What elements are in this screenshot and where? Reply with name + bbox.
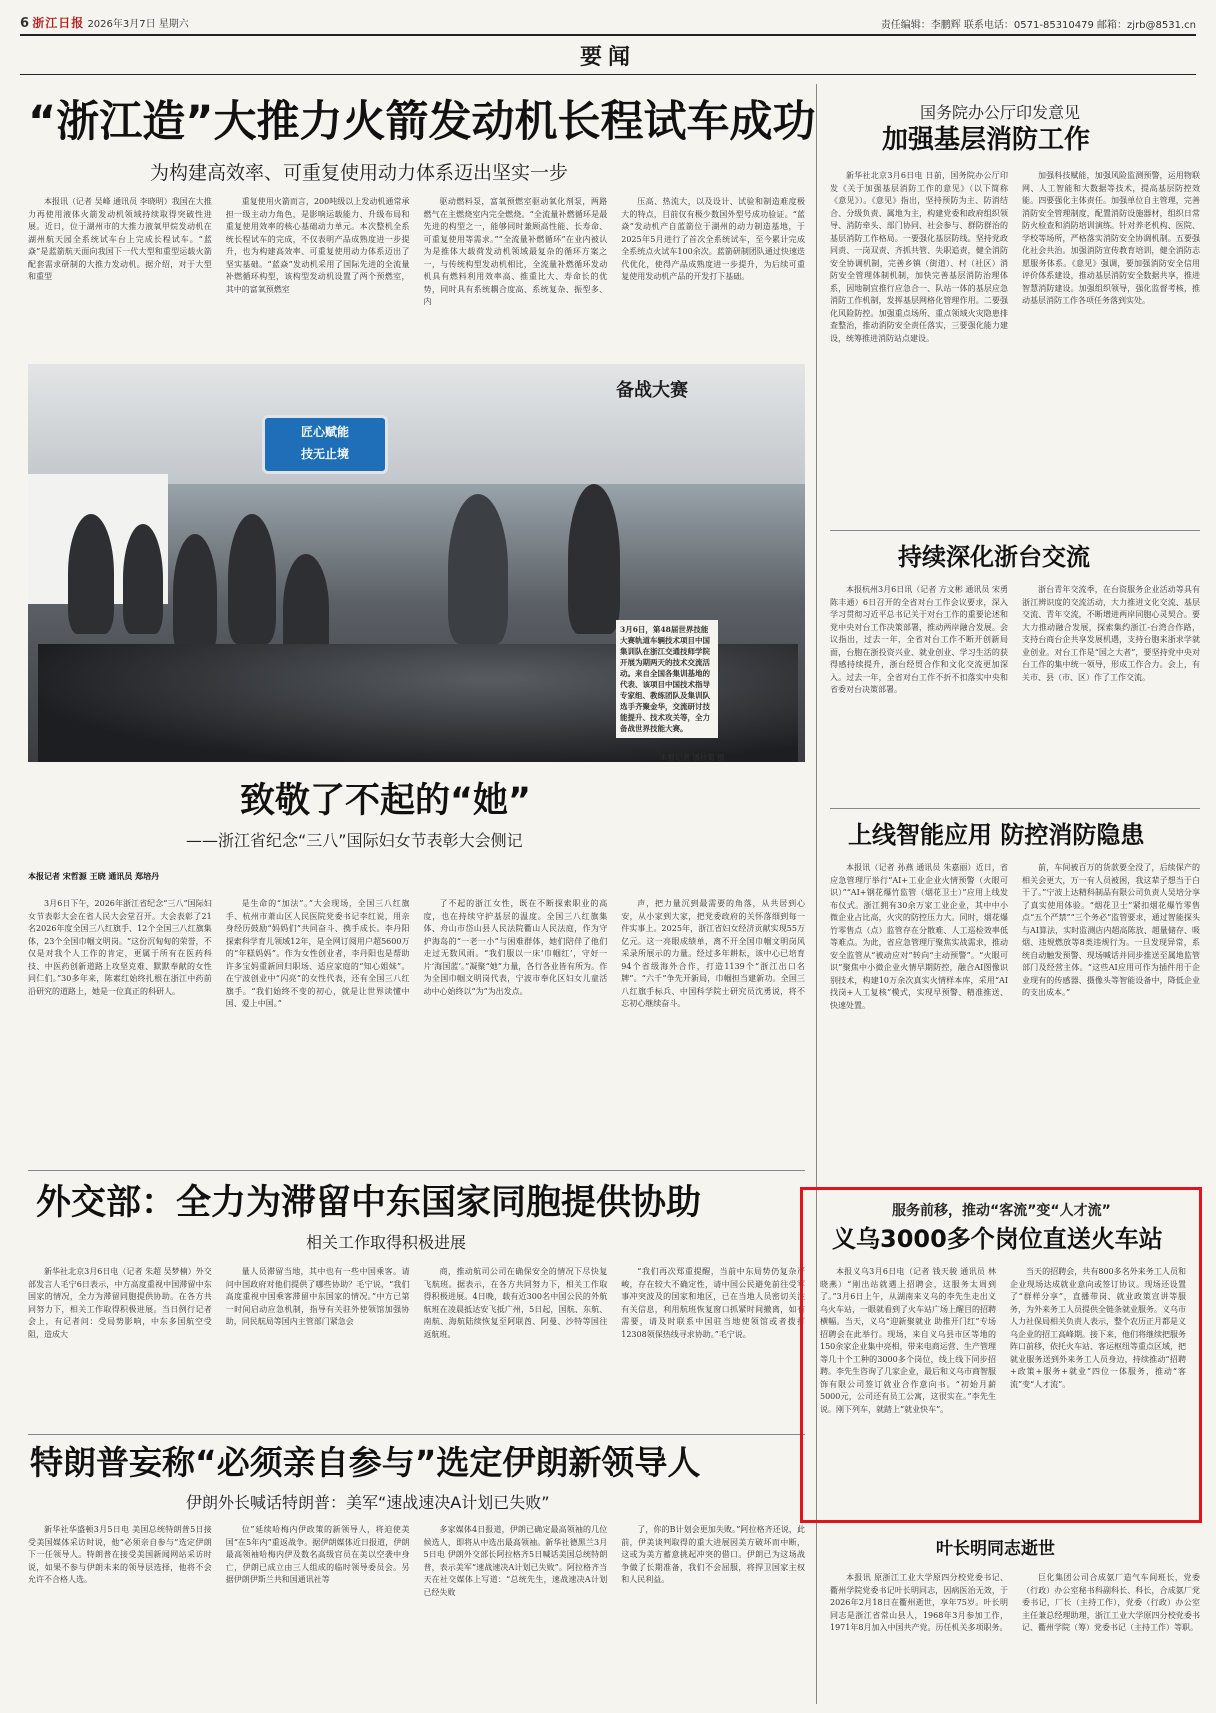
obit-col-1: 本报讯 原浙江工业大学原四分校党委书记、衢州学院党委书记叶长明同志，因病医治无效，于2026年2月18日在衢州逝世，享年75岁。叶长明同志是浙江省常山县人，1968年3月参加工作，1971年8月加入中国共产党。历任机关多项职务。	[830, 1573, 1008, 1632]
divider	[28, 1434, 805, 1435]
page-number: 6	[20, 16, 30, 31]
person-figure	[123, 524, 163, 634]
newspaper-logo: 浙江日报	[32, 16, 85, 30]
mfa-subheadline: 相关工作取得积极进展	[306, 1233, 467, 1252]
yiwu-headline: 义乌3000多个岗位直送火车站	[832, 1225, 1163, 1253]
person-figure	[568, 484, 620, 634]
banner-line-2: 技无止境	[300, 447, 349, 461]
lead-col-4: 压高、热流大，以及设计、试验和制造难度极大的特点，目前仅有极少数国外型号成功验证。“蓝焱”发动机产自蓝箭位于湖州的动力制造基地，于2025年5月进行了首次全系统试车，至今累计完成全系统点火试车100余次。蓝箭研制团队通过快速迭代优化，使得产品成熟度进一步提升，为后续可重复使用发动机产品的开发打下基础。	[621, 197, 805, 281]
photo-credit: 本报记者 潘秋菊 摄	[660, 753, 725, 762]
lead-col-3: 驱动燃料泵，富氧预燃室驱动氧化剂泵，两路燃气在主燃烧室内完全燃烧。“全流量补燃循环是最先进的构型之一，能够同时兼顾高性能、长寿命、可重复使用等需求。”“全流量补燃循环”在业内被认为是推体大载荷发动机领域最复杂的循环方案之一，与传统构型发动机相比，全流量补燃循环发动机具有燃料利用效率高、推重比大、寿命长的优势，同时具有系统耦合度高、系统复杂、振型多、内	[423, 197, 608, 306]
page-header	[20, 14, 1196, 34]
person-figure	[228, 514, 276, 644]
mfa-col-3: 商，推动航司公司在确保安全的情况下尽快复飞航班。据表示，在各方共同努力下，相关工作取得积极进展。4日晚，载有近300名中国公民的外航航班在凌晨抵达安飞抵广州，5日起，国航、东航、南航、海航陆续恢复至阿联酋、阿曼、沙特等国往返航班。	[423, 1267, 608, 1339]
banner-sign	[265, 418, 385, 471]
women-subheadline: ——浙江省纪念“三八”国际妇女节表彰大会侧记	[186, 831, 523, 850]
trump-body	[28, 1524, 805, 1706]
lead-col-1: 本报讯（记者 吴峰 通讯员 李晓明）我国在大推力再使用液体火箭发动机领域持续取得突破性进展。近日，位于湖州市的大推力液氧甲烷发动机在湖州航天园全系统试车台上完成长程试车。“蓝焱”是蓝箭航天面向我国下一代大型和重型运载火箭配套需求研制的大推力发动机。据介绍，对于大型和重型	[28, 197, 212, 281]
zhetai-col-2: 浙台青年交流季，在台资服务企业活动等具有浙江辨识度的交流活动，大力推进文化交流、基层交流、青年交流，不断增进两岸同胞心灵契合。要大力推动融合发展，探索集约浙江-台湾合作路，支持台商台企共享发展机遇，支持台胞来浙求学就业创业。对台工作是“国之大者”，要坚持党中央对台工作的集中统一领导，形成工作合力。会上，有关市、县（市、区）作了工作交流。	[1022, 585, 1200, 682]
trump-headline: 特朗普妄称“必须亲自参与”选定伊朗新领导人	[30, 1443, 701, 1482]
person-figure	[448, 494, 508, 644]
yiwu-col-1: 本报义乌3月6日电（记者 钱天骏 通讯员 林晓燕）“刚出站就遇上招聘会，这服务太周到了。”3月6日上午，从湖南来义乌的李先生走出义乌火车站，一眼就看到了火车站广场上醒目的招聘横幅。当天，义乌“迎新聚就业 助推开门红”专场招聘会在此举行。现场，来自义乌县市区等地的150余家企业集中亮相，带来电商运营、生产管理等几十个工种的3000多个岗位，线上线下同步招聘。李先生咨询了几家企业，最后和义乌市商智服饰有限公司签订就业合作意向书。“初始月薪5000元，公司还有员工公寓，这很实在。”李先生说。刚下列车，就踏上“就业快车”。	[820, 1267, 996, 1414]
mfa-col-1: 新华社北京3月6日电（记者 朱超 吴梦楠）外交部发言人毛宁6日表示，中方高度重视中国滞留中东国家的情况，全力为滞留同胞提供协助。在各方共同努力下，相关工作取得积极进展。当日例行记者会上，有记者问：受局势影响，中东多国航空受阻，造成大	[28, 1267, 212, 1339]
fire-kicker: 国务院办公厅印发意见	[920, 103, 1081, 122]
women-body	[28, 898, 805, 1156]
photo-tag: 备战大赛	[616, 380, 688, 401]
divider	[830, 808, 1200, 809]
women-col-3: 了不起的浙江女性，既在不断探索职业的高度，也在持续守护基层的温度。全国三八红旗集体、舟山市岱山县人民法院衢山人民法庭，作为守护海岛的“一老一小”与困难群体，她们陪伴了他们走过无数风雨。“我们服以一床‘巾帼红’，守好一片‘海国蓝’。”凝聚“她”力量，各行各业皆有所为。作为全国巾帼文明岗代表，宁波市奉化区妇女儿童活动中心始终以“为”为出发点。	[423, 899, 608, 996]
banner-line-1: 匠心赋能	[300, 425, 349, 439]
trump-subheadline: 伊朗外长喊话特朗普：美军“速战速决A计划已失败”	[186, 1493, 550, 1512]
person-figure	[173, 534, 217, 654]
person-figure	[68, 514, 114, 634]
women-col-4: 声，把力量沉到最需要的角落，从共居到心安，从小家到大家，把党委政府的关怀落细到每一件实事上。2025年，浙江省妇女经济贡献实现55万亿元。这一亮眼成绩单，离不开全国巾帼文明岗风采录所展示的力量。经过多年耕耘，该中心已培育94个省级海外合作，打造1139个“浙江出口名牌”。“六千”争先开新局，巾帼担当建新功。全国三八红旗手标兵、中国科学院士研究员沈勇说，将不忘初心继续奋斗。	[621, 899, 805, 1008]
obit-col-2: 巨化集团公司合成氨厂造气车间班长，党委（行政）办公室秘书科副科长、科长，合成氨厂党委书记，厂长（主持工作），党委（行政）办公室主任兼总经理助理，浙江工业大学原四分校党委书记、衢州学院（筹）党委书记（主持工作）等职。	[1022, 1573, 1200, 1632]
trump-col-2: 位”延续哈梅内伊政策的新领导人，将迫使美国“在5年内”重返战争。据伊朗媒体近日报道，伊朗最高领袖哈梅内伊及数名高级官员在美以空袭中身亡，伊朗已成立由三人组成的临时领导委员会。另据伊朗伊斯兰共和国通讯社等	[225, 1525, 410, 1584]
women-col-2: 是生命的“加法”。”大会现场，全国三八红旗手、杭州市萧山区人民医院党委书记李红说，用亲身经历鼓励“妈妈们”共同奋斗、携手成长。李丹阳探索科学育儿领域12年，是全网订阅用户超5600万的“年糕妈妈”。作为女性创业者，李丹阳也是帮助许多宝妈重新回归职场、适应家庭的“知心姐妹”。在宁波创业中“闪亮”的女性代表，还有全国三八红旗手。“我们始终不变的初心，就是让世界读懂中国、爱上中国。”	[225, 899, 410, 1008]
women-byline: 本报记者 宋哲源 王晓 通讯员 郑培丹	[28, 871, 160, 881]
divider	[28, 1170, 805, 1171]
divider	[830, 530, 1200, 531]
obit-body	[830, 1572, 1200, 1706]
yiwu-body	[820, 1266, 1186, 1512]
mfa-col-2: 量人员滞留当地，其中也有一些中国乘客。请问中国政府对他们提供了哪些协助？毛宁说，“我们高度重视中国乘客滞留中东国家的情况。”中方已第一时间启动应急机制，指导有关驻外使领馆加强协助，同民航局等国内主管部门紧急会	[225, 1267, 410, 1326]
trump-col-4: 了，你的B计划会更加失败。”阿拉格齐还说，此前，伊美谈判取得的重大进展因美方破坏而中断，这或为美方蓄意挑起冲突的借口。伊朗已为这场战争做了长期准备，我们不会屈服，将捍卫国家主权和人民利益。	[621, 1525, 805, 1584]
smart-headline: 上线智能应用 防控消防隐患	[848, 821, 1145, 849]
lead-subheadline: 为构建高效率、可重复使用动力体系迈出坚实一步	[150, 162, 569, 184]
fire-col-1: 新华社北京3月6日电 日前，国务院办公厅印发《关于加强基层消防工作的意见》（以下简称《意见》）。《意见》指出，坚持预防为主、防消结合、分级负责、属地为主，构建党委和政府组织领导、消防牵头、部门协同、社会参与、群防群治的基层消防工作格局。一要强化基层防线。坚持党政同责、一岗双责、齐抓共管、失职追责，健全消防安全协调机制，完善乡镇（街道）、村（社区）消防安全管理体制机制，加快完善基层消防治理体系，因地制宜推行应急合一、队站一体的基层应急消防工作机制，发挥基层网格化管理作用。二要强化风险防控。加强重点场所、重点领域火灾隐患排查整治，推动消防安全责任落实，三要强化能力建设，统筹推进消防站点建设。	[830, 171, 1008, 343]
editor-info: 责任编辑：李鹏辉 联系电话：0571-85310479 邮箱：zjrb@8531.cn	[880, 20, 1196, 31]
smart-col-2: 前，车间被百万的货款要全没了，后续保产的相关会更大，万一有人员被困，我这辈子想当于白干了。”宁波上达精科制品有限公司负责人吴培分享了真实使用体验。“烟花卫士”紧扣烟花爆竹零售点“五个严禁”“三个务必”监管要求，通过智能探头与AI算法，实时监测店内超高陈放、超量储存、吸烟、违规燃放等8类违规行为。一旦发现异常，系统自动触发预警、现场喊话并同步推送至属地监管部门及经营主体。“这些AI应用可作为插件用于企业现有的传感器、摄像头等智能设备中，降低企业的支出成本。”	[1022, 863, 1200, 997]
trump-col-1: 新华社华盛顿3月5日电 美国总统特朗普5日接受美国媒体采访时说，他“必须亲自参与”选定伊朗下一任领导人。特朗普在接受美国新闻网站采访时说，如果不参与伊朗未来的领导层选择，他将不会允许不合格人选。	[28, 1525, 212, 1584]
section-rule	[20, 74, 1196, 75]
yiwu-col-2: 当天的招聘会，共有800多名外来务工人员和企业现场达成就业意向或签订协议。现场还设置了“群样分享”，直播带岗、就业政策宣讲等服务，为外来务工人员提供全链条就业服务。义乌市人力社保局相关负责人表示，整个农历正月都是义乌企业的招工高峰期。接下来，他们将继续把服务阵口前移，依托火车站、客运枢纽等重点区域，把就业服务送到外来务工人员身边，持续推动“招聘+政策+服务+就业”四位一体服务，推动“客流”变“人才流”。	[1010, 1267, 1186, 1389]
fire-body	[830, 170, 1200, 522]
obit-headline: 叶长明同志逝世	[936, 1539, 1055, 1559]
lead-headline: “浙江造”大推力火箭发动机长程试车成功	[28, 97, 816, 147]
trump-col-3: 多家媒体4日报道，伊朗已确定最高领袖的几位候选人，即将从中选出最高领袖。新华社德黑兰3月5日电 伊朗外交部长阿拉格齐5日喊话美国总统特朗普，表示美军“速战速决A计划已失败”。阿拉格齐当天在社交媒体上写道：“总统先生，速战速决A计划已经失败	[423, 1525, 608, 1597]
women-headline: 致敬了不起的“她”	[240, 781, 532, 821]
mfa-col-4: “我们再次郑重提醒，当前中东局势仍复杂严峻，存在较大不确定性，请中国公民避免前往受军事冲突波及的国家和地区，已在当地人员密切关注有关信息，利用航班恢复窗口抓紧时间撤离，如有需要，请及时联系中国驻当地使领馆或者拨打12308领保热线寻求协助。”毛宁说。	[621, 1267, 805, 1339]
smart-body	[830, 862, 1200, 1170]
zhetai-headline: 持续深化浙台交流	[898, 543, 1090, 571]
issue-date: 2026年3月7日 星期六	[87, 19, 189, 30]
smart-col-1: 本报讯（记者 孙燕 通讯员 朱嘉丽）近日，省应急管理厅举行“AI+工业企业火情预警（火眼可识）”“AI+钢花爆竹监管（烟花卫士）”应用上线发布仪式。浙江拥有30余万家工业企业，其中中小微企业占比高，火灾的防控压力大。同时，烟花爆竹零售点（点）监管存在分散难、人工巡检效率低等难点。为此，省应急管理厅聚焦实战需求，推动安全监管从“被动应对”转向“主动预警”。“火眼可识”聚焦中小微企业火情早期防控，融合AI图像识别技术，构建10万余次真实火情样本库，采用“AI找岗+人工复核”模式，实现早预警、精准推送、快速处置。	[830, 863, 1008, 1010]
header-rule	[20, 34, 1196, 36]
mfa-body	[28, 1266, 805, 1426]
mfa-headline: 外交部：全力为滞留中东国家同胞提供协助	[36, 1183, 702, 1223]
photo-caption: 3月6日，第48届世界技能大赛轨道车辆技术项目中国集训队在浙江交通技师学院开展为期两天的技术交流活动。来自全国各集训基地的代表、该项目中国技术指导专家组、教练团队及集训队选手齐聚金华，交流研讨技能提升、技术攻关等，全力备战世界技能大赛。	[616, 620, 718, 738]
section-title: 要闻	[579, 45, 636, 70]
zhetai-body	[830, 584, 1200, 802]
lead-body	[28, 196, 805, 346]
women-col-1: 3月6日下午，2026年浙江省纪念“三八”国际妇女节表彰大会在省人民大会堂召开。大会表彰了21名2026年度全国三八红旗手、12个全国三八红旗集体，23个全国巾帼文明岗。“这份沉甸甸的荣誉，不仅是对我个人工作的肯定，更属于所有在医药科技、中医药创新道路上攻坚克难、默默奉献的女性同仁们。”30多年来，陈素红始终扎根在浙江中药前沿研究的道路上，她是一位真正的科研人。	[28, 899, 212, 996]
yiwu-kicker: 服务前移，推动“客流”变“人才流”	[892, 1203, 1111, 1219]
zhetai-col-1: 本报杭州3月6日讯（记者 方文彬 通讯员 宋勇 陈丰通）6日召开的全省对台工作会议要求，深入学习贯彻习近平总书记关于对台工作的重要论述和党中央对台工作决策部署，推动两岸融合发展。会议指出，过去一年，全省对台工作不断开创新局面，台胞在浙投资兴业、就业创业、学习生活的获得感持续提升，浙台经贸合作和文化交流更加深入。过去一年，全省对台工作不折不扣落实中央和省委对台决策部署。	[830, 585, 1008, 694]
fire-headline: 加强基层消防工作	[882, 125, 1091, 155]
lead-col-2: 重复使用火箭而言，200吨级以上发动机通常承担一级主动力角色，是影响运载能力、升级布局和重复使用效率的核心基础动力单元。本次整机全系统长程试车的完成，不仅表明产品成熟度进一步提升，也为构建高效率、可重复使用动力体系迈出了坚实基础。“蓝焱”发动机采用了国际先进的全流量补燃循环构型，该构型发动机设置了两个预燃室，其中的富氧预燃室	[225, 197, 410, 294]
fire-col-2: 加强科技赋能，加强风险监测预警，运用物联网、人工智能和大数据等技术，提高基层防控效能。四要强化主体责任。加强单位自主管理，完善消防安全管理制度，配置消防设施器材，组织日常防火检查和消防培训演练。针对养老机构、医院、学校等场所，严格落实消防安全协调机制。五要强化社会共治。加强消防宣传教育培训，健全消防志愿服务体系。《意见》强调，要加强消防安全信用评价体系建设，推动基层消防安全数据共享，推进智慧消防建设。加强组织领导，强化监督考核，推动基层消防工作各项任务落到实处。	[1022, 171, 1200, 305]
